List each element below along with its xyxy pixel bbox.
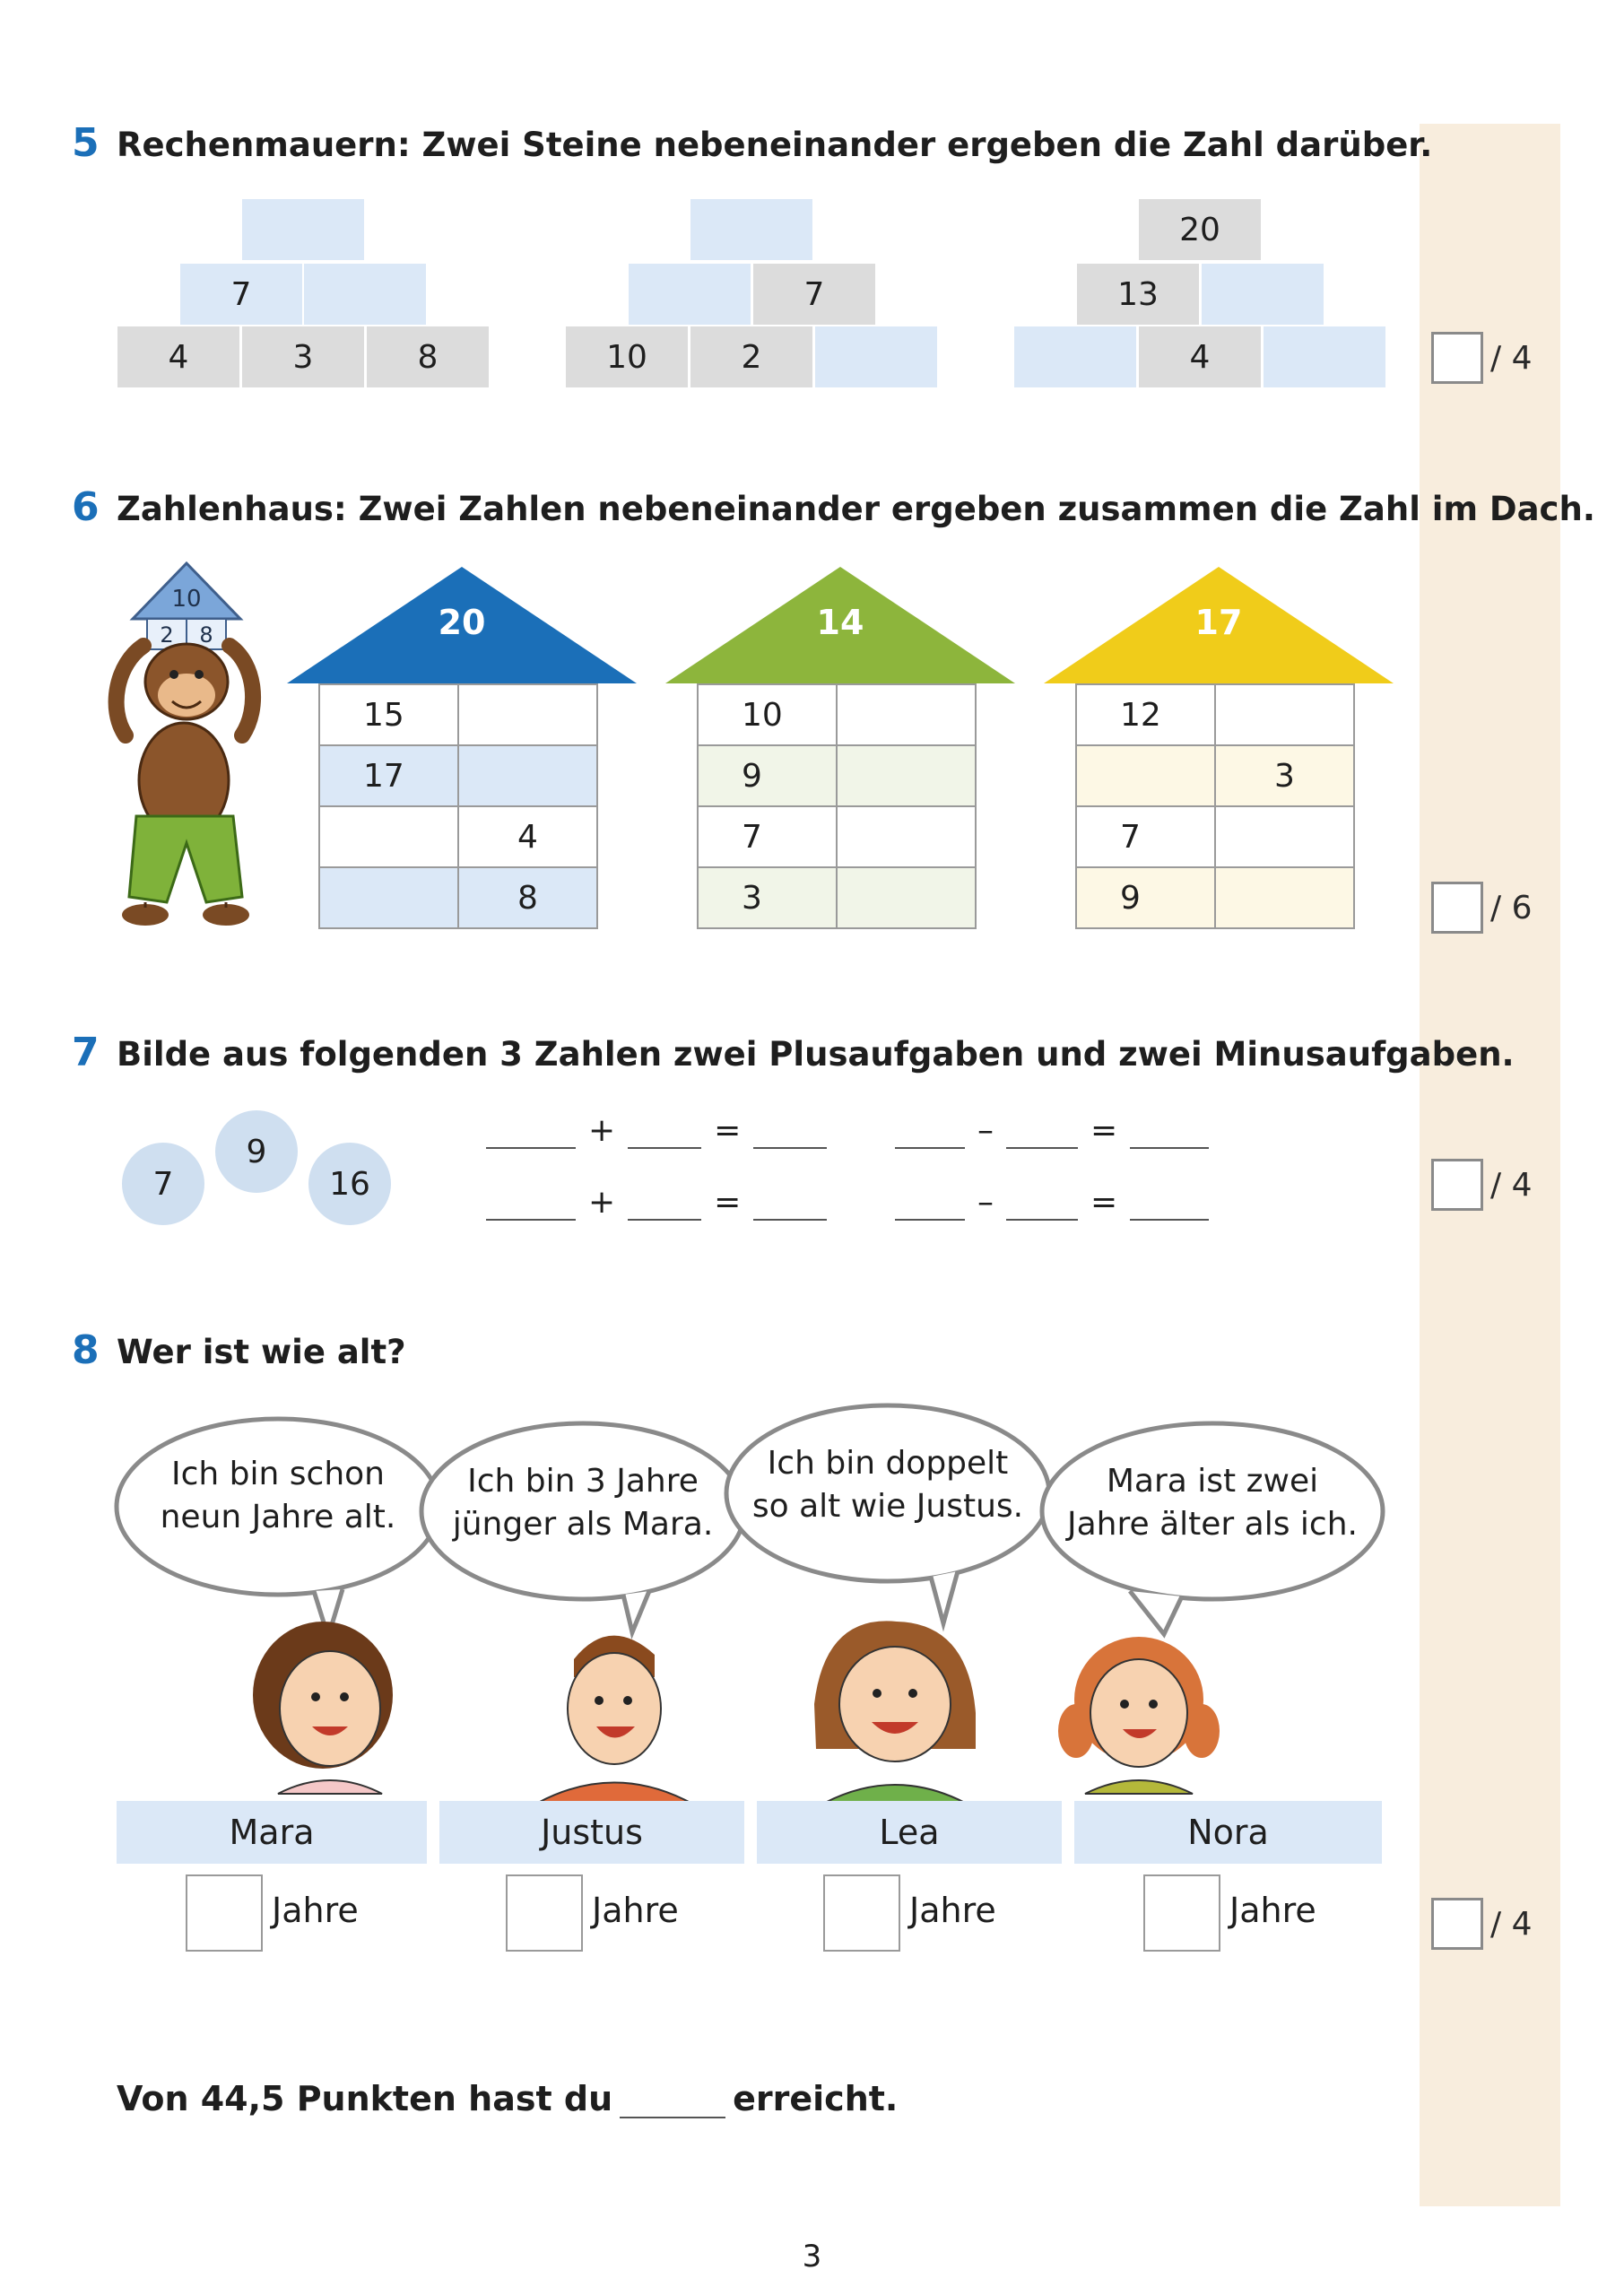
speech-bubble-mara: [117, 1453, 439, 1539]
plus1-blank-result[interactable]: [753, 1115, 827, 1149]
plus2-blank-b[interactable]: [628, 1187, 701, 1221]
monkey-roof-number: 10: [171, 586, 202, 613]
house2-r4-left: 3: [698, 867, 837, 928]
task5-instruction: Rechenmauern: Zwei Steine nebeneinander ergeben die Zahl darüber.: [117, 126, 1433, 164]
house2-r1-left: 10: [698, 684, 837, 745]
house2-r2-left: 9: [698, 745, 837, 806]
age-input-justus[interactable]: [506, 1874, 583, 1952]
house2-roof-number: 14: [816, 603, 864, 642]
bubble-nora-text: Mara ist zwei Jahre älter als ich.: [1067, 1463, 1358, 1543]
house3-r4-left: 9: [1076, 867, 1215, 928]
wall3-bottom-3[interactable]: [1264, 326, 1385, 387]
task5-score: [1431, 332, 1532, 384]
task6-score-label: / 6: [1490, 889, 1533, 926]
speech-bubble-justus: [421, 1460, 744, 1546]
mara-illustration: [253, 1622, 393, 1794]
house1-r2-right[interactable]: [458, 745, 597, 806]
task8-heading: [72, 1327, 406, 1373]
task7-heading: [72, 1030, 1515, 1075]
total-score-blank[interactable]: [620, 2084, 725, 2118]
house3-r2-right: 3: [1215, 745, 1354, 806]
house1-r1-right[interactable]: [458, 684, 597, 745]
name-label-nora: Nora: [1074, 1801, 1382, 1864]
age-unit-lea: Jahre: [909, 1891, 996, 1930]
wall2-mid-left[interactable]: [629, 264, 751, 325]
house2-grid: [697, 683, 977, 929]
number-house-3: [1044, 567, 1394, 917]
name-label-justus: Justus: [439, 1801, 744, 1864]
minus1-equals: =: [1090, 1112, 1118, 1149]
age-input-mara[interactable]: [186, 1874, 263, 1952]
plus2-operator: +: [588, 1184, 616, 1221]
total-score-line: [117, 2079, 898, 2118]
task6-number: 6: [72, 484, 100, 530]
speech-bubble-nora: [1042, 1460, 1383, 1546]
age-unit-justus: Jahre: [592, 1891, 679, 1930]
wall1-bottom-3: 8: [367, 326, 489, 387]
bubble-justus-text: Ich bin 3 Jahre jünger als Mara.: [452, 1463, 714, 1543]
wall2-bottom-1: 10: [566, 326, 688, 387]
minus2-blank-a[interactable]: [895, 1187, 965, 1221]
house2-r3-right[interactable]: [837, 806, 976, 867]
page-number: 3: [802, 2239, 822, 2274]
total-score-before: Von 44,5 Punkten hast du: [117, 2079, 613, 2118]
task6-heading: [72, 484, 1595, 530]
task8-score-box[interactable]: [1431, 1898, 1483, 1950]
wall1-bottom-2: 3: [242, 326, 364, 387]
wall3-bottom-1[interactable]: [1014, 326, 1136, 387]
task6-score: [1431, 882, 1532, 934]
age-input-lea[interactable]: [823, 1874, 900, 1952]
minus1-operator: –: [977, 1112, 994, 1149]
house1-r3-right: 4: [458, 806, 597, 867]
bubble-lea-text: Ich bin doppelt so alt wie Justus.: [751, 1445, 1024, 1525]
plus1-operator: +: [588, 1112, 616, 1149]
age-input-nora[interactable]: [1143, 1874, 1220, 1952]
minus-equation-2: [895, 1184, 1209, 1221]
minus-equation-1: [895, 1112, 1209, 1149]
minus2-blank-b[interactable]: [1006, 1187, 1078, 1221]
minus1-blank-result[interactable]: [1130, 1115, 1209, 1149]
house3-r3-right[interactable]: [1215, 806, 1354, 867]
plus-equation-2: [486, 1184, 827, 1221]
plus-equation-1: [486, 1112, 827, 1149]
task8-number: 8: [72, 1327, 100, 1373]
house1-r4-left[interactable]: [319, 867, 458, 928]
number-house-1: [287, 567, 637, 917]
house1-r1-left: 15: [319, 684, 458, 745]
task7-number: 7: [72, 1030, 100, 1075]
number-house-2: [665, 567, 1015, 917]
task7-score: [1431, 1159, 1532, 1211]
plus1-equals: =: [714, 1112, 742, 1149]
wall2-bottom-2: 2: [690, 326, 812, 387]
name-label-lea: Lea: [757, 1801, 1062, 1864]
plus2-equals: =: [714, 1184, 742, 1221]
task7-score-box[interactable]: [1431, 1159, 1483, 1211]
monkey-illustration: [90, 556, 269, 951]
house3-r2-left[interactable]: [1076, 745, 1215, 806]
wall3-mid-right[interactable]: [1202, 264, 1324, 325]
task5-score-box[interactable]: [1431, 332, 1483, 384]
lea-illustration: [814, 1621, 976, 1803]
house1-r4-right: 8: [458, 867, 597, 928]
house1-r3-left[interactable]: [319, 806, 458, 867]
total-score-after: erreicht.: [733, 2079, 899, 2118]
task8-score: [1431, 1898, 1532, 1950]
wall3-bottom-2: 4: [1139, 326, 1261, 387]
wall3-top: 20: [1139, 199, 1261, 260]
plus2-blank-a[interactable]: [486, 1187, 576, 1221]
minus1-blank-a[interactable]: [895, 1115, 965, 1149]
wall2-mid-right: 7: [753, 264, 875, 325]
minus1-blank-b[interactable]: [1006, 1115, 1078, 1149]
wall1-mid-right[interactable]: [304, 264, 426, 325]
minus2-operator: –: [977, 1184, 994, 1221]
plus1-blank-b[interactable]: [628, 1115, 701, 1149]
house3-roof-number: 17: [1194, 603, 1243, 642]
age-unit-nora: Jahre: [1229, 1891, 1316, 1930]
number-circle-1: 7: [122, 1143, 204, 1225]
justus-illustration: [538, 1636, 690, 1803]
monkey-cell-left: 2: [160, 622, 174, 648]
house1-grid: [318, 683, 598, 929]
age-unit-mara: Jahre: [272, 1891, 359, 1930]
house3-r3-left: 7: [1076, 806, 1215, 867]
nora-illustration: [1058, 1637, 1220, 1794]
house1-r2-left: 17: [319, 745, 458, 806]
minus2-equals: =: [1090, 1184, 1118, 1221]
task7-instruction: Bilde aus folgenden 3 Zahlen zwei Plusaufgaben und zwei Minusaufgaben.: [117, 1035, 1515, 1074]
wall1-mid-left: 7: [180, 264, 302, 325]
task6-score-box[interactable]: [1431, 882, 1483, 934]
house3-r4-right[interactable]: [1215, 867, 1354, 928]
task7-score-label: / 4: [1490, 1166, 1533, 1204]
task5-score-label: / 4: [1490, 339, 1533, 377]
house2-r2-right[interactable]: [837, 745, 976, 806]
house3-r1-right[interactable]: [1215, 684, 1354, 745]
task5-heading: [72, 120, 1432, 166]
task6-instruction: Zahlenhaus: Zwei Zahlen nebeneinander ergeben zusammen die Zahl im Dach.: [117, 490, 1595, 528]
minus2-blank-result[interactable]: [1130, 1187, 1209, 1221]
house2-r3-left: 7: [698, 806, 837, 867]
wall3-mid-left: 13: [1077, 264, 1199, 325]
wall1-top[interactable]: [242, 199, 364, 260]
wall2-top[interactable]: [690, 199, 812, 260]
wall1-bottom-1: 4: [117, 326, 239, 387]
bubble-mara-text: Ich bin schon neun Jahre alt.: [160, 1456, 396, 1535]
task8-score-label: / 4: [1490, 1905, 1533, 1943]
house2-r4-right[interactable]: [837, 867, 976, 928]
plus2-blank-result[interactable]: [753, 1187, 827, 1221]
monkey-cell-right: 8: [199, 622, 213, 648]
house3-r1-left: 12: [1076, 684, 1215, 745]
name-label-mara: Mara: [117, 1801, 427, 1864]
wall2-bottom-3[interactable]: [815, 326, 937, 387]
task8-instruction: Wer ist wie alt?: [117, 1333, 406, 1371]
number-circle-2: 9: [215, 1110, 298, 1193]
speech-bubble-lea: [726, 1442, 1049, 1528]
number-circle-3: 16: [308, 1143, 391, 1225]
house2-r1-right[interactable]: [837, 684, 976, 745]
house3-grid: [1075, 683, 1355, 929]
task5-number: 5: [72, 120, 100, 166]
plus1-blank-a[interactable]: [486, 1115, 576, 1149]
house1-roof-number: 20: [438, 603, 486, 642]
